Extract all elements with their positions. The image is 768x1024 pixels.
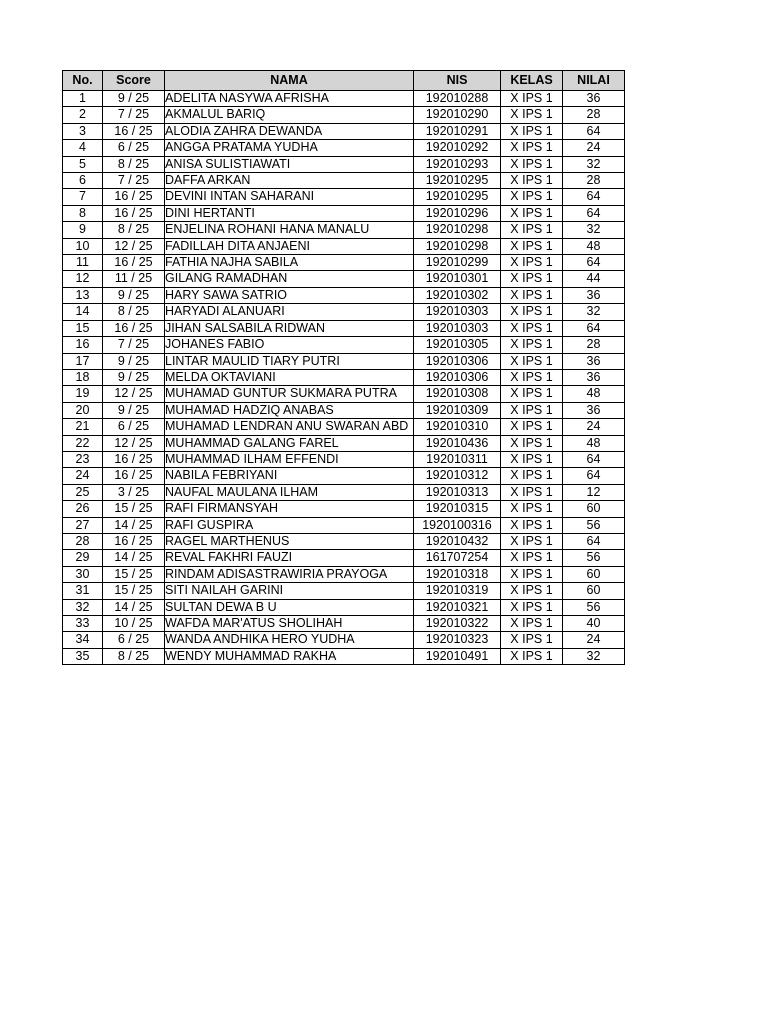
header-row [63,71,625,91]
cell-nama: LINTAR MAULID TIARY PUTRI [165,353,414,369]
cell-nilai: 64 [563,533,625,549]
table-body [63,91,625,665]
cell-no: 30 [63,566,103,582]
cell-nama: ENJELINA ROHANI HANA MANALU [165,222,414,238]
cell-nilai: 64 [563,468,625,484]
cell-score: 7 / 25 [103,337,165,353]
cell-score: 6 / 25 [103,632,165,648]
cell-nilai: 48 [563,435,625,451]
cell-score: 8 / 25 [103,648,165,664]
cell-no: 11 [63,255,103,271]
cell-nilai: 36 [563,91,625,107]
cell-score: 12 / 25 [103,435,165,451]
cell-nis: 192010306 [414,353,501,369]
student-scores-table [62,70,625,665]
cell-score: 14 / 25 [103,550,165,566]
cell-no: 23 [63,451,103,467]
header-nama: NAMA [165,71,414,91]
cell-nilai: 24 [563,632,625,648]
cell-score: 11 / 25 [103,271,165,287]
cell-score: 3 / 25 [103,484,165,500]
cell-no: 6 [63,173,103,189]
table-row [63,648,625,664]
cell-nilai: 24 [563,419,625,435]
cell-kelas: X IPS 1 [501,123,563,139]
cell-nama: DINI HERTANTI [165,205,414,221]
cell-score: 8 / 25 [103,304,165,320]
cell-nis: 192010319 [414,583,501,599]
cell-score: 16 / 25 [103,533,165,549]
cell-nama: RINDAM ADISASTRAWIRIA PRAYOGA [165,566,414,582]
cell-no: 25 [63,484,103,500]
table-row [63,566,625,582]
cell-score: 12 / 25 [103,238,165,254]
cell-nis: 192010322 [414,616,501,632]
cell-score: 16 / 25 [103,255,165,271]
cell-nis: 192010315 [414,501,501,517]
cell-nilai: 64 [563,255,625,271]
cell-score: 6 / 25 [103,419,165,435]
cell-nama: ALODIA ZAHRA DEWANDA [165,123,414,139]
cell-no: 12 [63,271,103,287]
cell-kelas: X IPS 1 [501,566,563,582]
cell-nama: SITI NAILAH GARINI [165,583,414,599]
cell-kelas: X IPS 1 [501,386,563,402]
cell-nilai: 60 [563,583,625,599]
table-row [63,255,625,271]
cell-score: 16 / 25 [103,320,165,336]
cell-nis: 192010311 [414,451,501,467]
cell-kelas: X IPS 1 [501,648,563,664]
table-header [63,71,625,91]
cell-nilai: 64 [563,205,625,221]
cell-kelas: X IPS 1 [501,156,563,172]
cell-nilai: 56 [563,599,625,615]
cell-nis: 192010301 [414,271,501,287]
cell-nama: WAFDA MAR'ATUS SHOLIHAH [165,616,414,632]
cell-no: 20 [63,402,103,418]
cell-nama: HARY SAWA SATRIO [165,287,414,303]
cell-no: 31 [63,583,103,599]
cell-nis: 192010305 [414,337,501,353]
cell-score: 9 / 25 [103,402,165,418]
cell-kelas: X IPS 1 [501,173,563,189]
table-row [63,599,625,615]
cell-nilai: 60 [563,566,625,582]
cell-kelas: X IPS 1 [501,616,563,632]
table-row [63,632,625,648]
cell-nilai: 44 [563,271,625,287]
cell-score: 14 / 25 [103,599,165,615]
cell-nilai: 56 [563,550,625,566]
cell-nis: 192010298 [414,222,501,238]
table-row [63,91,625,107]
cell-nilai: 64 [563,189,625,205]
cell-nis: 192010432 [414,533,501,549]
cell-score: 8 / 25 [103,222,165,238]
cell-kelas: X IPS 1 [501,451,563,467]
cell-nilai: 28 [563,337,625,353]
table-row [63,205,625,221]
cell-nis: 192010306 [414,369,501,385]
cell-score: 16 / 25 [103,468,165,484]
table-row [63,369,625,385]
table-row [63,140,625,156]
cell-nis: 192010318 [414,566,501,582]
cell-nis: 192010293 [414,156,501,172]
table-row [63,386,625,402]
cell-no: 22 [63,435,103,451]
cell-nama: JIHAN SALSABILA RIDWAN [165,320,414,336]
cell-nama: GILANG RAMADHAN [165,271,414,287]
cell-nis: 192010312 [414,468,501,484]
cell-kelas: X IPS 1 [501,550,563,566]
table-row [63,353,625,369]
cell-kelas: X IPS 1 [501,140,563,156]
table-row [63,484,625,500]
table-row [63,304,625,320]
cell-kelas: X IPS 1 [501,189,563,205]
cell-no: 24 [63,468,103,484]
cell-nama: ANGGA PRATAMA YUDHA [165,140,414,156]
cell-score: 16 / 25 [103,189,165,205]
table-row [63,287,625,303]
cell-score: 9 / 25 [103,91,165,107]
cell-kelas: X IPS 1 [501,468,563,484]
cell-score: 9 / 25 [103,353,165,369]
cell-nama: RAFI GUSPIRA [165,517,414,533]
cell-nama: DAFFA ARKAN [165,173,414,189]
cell-nilai: 36 [563,287,625,303]
cell-no: 17 [63,353,103,369]
cell-nilai: 36 [563,369,625,385]
table-row [63,156,625,172]
score-sheet [62,70,625,665]
cell-no: 29 [63,550,103,566]
cell-kelas: X IPS 1 [501,533,563,549]
cell-nama: RAFI FIRMANSYAH [165,501,414,517]
cell-nama: MUHAMAD GUNTUR SUKMARA PUTRA [165,386,414,402]
cell-nilai: 32 [563,304,625,320]
cell-kelas: X IPS 1 [501,255,563,271]
cell-nilai: 64 [563,320,625,336]
table-row [63,517,625,533]
table-row [63,550,625,566]
cell-kelas: X IPS 1 [501,517,563,533]
cell-kelas: X IPS 1 [501,107,563,123]
cell-no: 14 [63,304,103,320]
cell-nis: 161707254 [414,550,501,566]
cell-nama: NABILA FEBRIYANI [165,468,414,484]
cell-kelas: X IPS 1 [501,238,563,254]
cell-score: 6 / 25 [103,140,165,156]
table-row [63,222,625,238]
cell-no: 27 [63,517,103,533]
cell-nis: 192010302 [414,287,501,303]
cell-no: 13 [63,287,103,303]
cell-nama: DEVINI INTAN SAHARANI [165,189,414,205]
cell-kelas: X IPS 1 [501,222,563,238]
cell-nilai: 12 [563,484,625,500]
cell-score: 9 / 25 [103,369,165,385]
cell-nama: JOHANES FABIO [165,337,414,353]
cell-nis: 192010303 [414,304,501,320]
cell-kelas: X IPS 1 [501,369,563,385]
cell-no: 3 [63,123,103,139]
cell-nama: MUHAMAD HADZIQ ANABAS [165,402,414,418]
cell-nis: 192010296 [414,205,501,221]
cell-no: 19 [63,386,103,402]
cell-no: 15 [63,320,103,336]
cell-nilai: 56 [563,517,625,533]
cell-nis: 192010288 [414,91,501,107]
cell-score: 15 / 25 [103,583,165,599]
cell-score: 8 / 25 [103,156,165,172]
cell-nama: REVAL FAKHRI FAUZI [165,550,414,566]
cell-score: 9 / 25 [103,287,165,303]
cell-nis: 192010298 [414,238,501,254]
cell-score: 15 / 25 [103,501,165,517]
cell-nilai: 40 [563,616,625,632]
cell-nis: 192010308 [414,386,501,402]
cell-nama: FATHIA NAJHA SABILA [165,255,414,271]
table-row [63,271,625,287]
table-row [63,616,625,632]
cell-kelas: X IPS 1 [501,419,563,435]
cell-no: 32 [63,599,103,615]
cell-nis: 192010295 [414,189,501,205]
table-row [63,435,625,451]
cell-nilai: 32 [563,156,625,172]
cell-nama: WENDY MUHAMMAD RAKHA [165,648,414,664]
cell-kelas: X IPS 1 [501,304,563,320]
cell-nilai: 64 [563,451,625,467]
table-row [63,583,625,599]
cell-no: 21 [63,419,103,435]
cell-nama: MELDA OKTAVIANI [165,369,414,385]
table-row [63,337,625,353]
cell-kelas: X IPS 1 [501,205,563,221]
cell-nis: 192010299 [414,255,501,271]
table-row [63,533,625,549]
cell-nis: 192010290 [414,107,501,123]
cell-no: 33 [63,616,103,632]
cell-nilai: 48 [563,238,625,254]
cell-no: 2 [63,107,103,123]
cell-kelas: X IPS 1 [501,353,563,369]
header-nis: NIS [414,71,501,91]
cell-nilai: 32 [563,222,625,238]
cell-no: 16 [63,337,103,353]
cell-kelas: X IPS 1 [501,435,563,451]
cell-nama: MUHAMAD LENDRAN ANU SWARAN ABD [165,419,414,435]
cell-kelas: X IPS 1 [501,599,563,615]
header-nilai: NILAI [563,71,625,91]
cell-kelas: X IPS 1 [501,632,563,648]
cell-nis: 192010313 [414,484,501,500]
cell-no: 26 [63,501,103,517]
cell-nama: HARYADI ALANUARI [165,304,414,320]
cell-kelas: X IPS 1 [501,337,563,353]
cell-no: 7 [63,189,103,205]
cell-score: 16 / 25 [103,123,165,139]
cell-no: 5 [63,156,103,172]
cell-kelas: X IPS 1 [501,583,563,599]
cell-nama: AKMALUL BARIQ [165,107,414,123]
table-row [63,189,625,205]
header-no: No. [63,71,103,91]
table-row [63,107,625,123]
cell-kelas: X IPS 1 [501,287,563,303]
cell-nama: WANDA ANDHIKA HERO YUDHA [165,632,414,648]
table-row [63,468,625,484]
cell-no: 8 [63,205,103,221]
table-row [63,451,625,467]
cell-score: 15 / 25 [103,566,165,582]
cell-kelas: X IPS 1 [501,320,563,336]
cell-nilai: 32 [563,648,625,664]
cell-score: 12 / 25 [103,386,165,402]
cell-nis: 192010291 [414,123,501,139]
cell-nis: 192010309 [414,402,501,418]
cell-kelas: X IPS 1 [501,501,563,517]
cell-score: 14 / 25 [103,517,165,533]
cell-nama: SULTAN DEWA B U [165,599,414,615]
cell-nis: 192010303 [414,320,501,336]
table-row [63,419,625,435]
cell-nis: 192010295 [414,173,501,189]
cell-kelas: X IPS 1 [501,484,563,500]
cell-nama: ANISA SULISTIAWATI [165,156,414,172]
cell-score: 16 / 25 [103,205,165,221]
table-row [63,501,625,517]
cell-nilai: 60 [563,501,625,517]
cell-no: 1 [63,91,103,107]
cell-nama: MUHAMMAD ILHAM EFFENDI [165,451,414,467]
cell-no: 34 [63,632,103,648]
cell-nama: NAUFAL MAULANA ILHAM [165,484,414,500]
cell-nis: 192010436 [414,435,501,451]
table-row [63,238,625,254]
cell-no: 10 [63,238,103,254]
cell-nama: FADILLAH DITA ANJAENI [165,238,414,254]
cell-no: 18 [63,369,103,385]
cell-no: 35 [63,648,103,664]
cell-nis: 192010292 [414,140,501,156]
cell-nilai: 48 [563,386,625,402]
cell-nis: 192010323 [414,632,501,648]
cell-score: 16 / 25 [103,451,165,467]
cell-nis: 1920100316 [414,517,501,533]
cell-nilai: 28 [563,173,625,189]
cell-nis: 192010321 [414,599,501,615]
table-row [63,320,625,336]
cell-score: 7 / 25 [103,107,165,123]
cell-kelas: X IPS 1 [501,271,563,287]
header-kelas: KELAS [501,71,563,91]
cell-kelas: X IPS 1 [501,402,563,418]
cell-nama: RAGEL MARTHENUS [165,533,414,549]
cell-nama: ADELITA NASYWA AFRISHA [165,91,414,107]
cell-nilai: 64 [563,123,625,139]
header-score: Score [103,71,165,91]
cell-no: 4 [63,140,103,156]
cell-score: 7 / 25 [103,173,165,189]
cell-no: 9 [63,222,103,238]
cell-no: 28 [63,533,103,549]
cell-nilai: 36 [563,402,625,418]
cell-nilai: 36 [563,353,625,369]
table-row [63,402,625,418]
cell-score: 10 / 25 [103,616,165,632]
cell-nilai: 24 [563,140,625,156]
cell-nama: MUHAMMAD GALANG FAREL [165,435,414,451]
table-row [63,123,625,139]
cell-kelas: X IPS 1 [501,91,563,107]
cell-nis: 192010310 [414,419,501,435]
cell-nilai: 28 [563,107,625,123]
cell-nis: 192010491 [414,648,501,664]
table-row [63,173,625,189]
